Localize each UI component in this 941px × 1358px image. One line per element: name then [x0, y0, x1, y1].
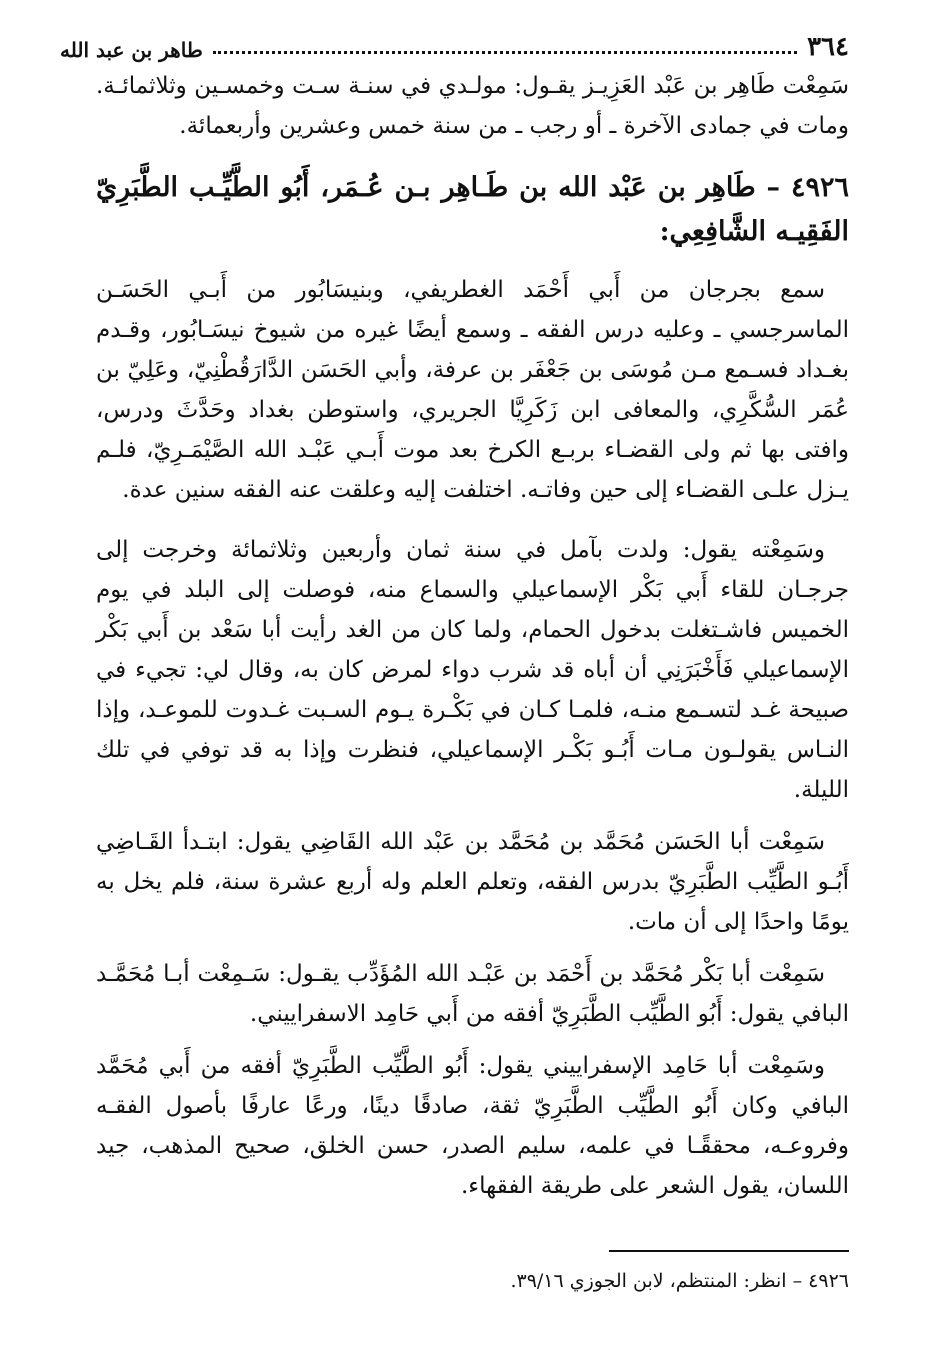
- header-dot-leader: [213, 51, 797, 54]
- running-header: [60, 22, 849, 62]
- page-number: ٣٦٤: [807, 32, 849, 62]
- footnote: ٤٩٢٦ – انظر: المنتظم، لابن الجوزي ٣٩/١٦.: [510, 1270, 849, 1292]
- paragraph-1: سمع بجرجان من أَبي أَحْمَد الغطريفي، وبنيسَابُور من أَبـي الحَسَـن الماسرجسي ـ وعليه درس الفقه ـ وسمع أيضًا غيره من شيوخ نيسَـابُور، وقـدم بغـداد فسـمع مـن مُوسَى بن جَعْفَر بن عرفة، وأبي الحَسَن الدَّارَقُطْنِيّ، وعَلِيّ بن عُمَر السُّكَّرِي، والمعافى ابن زَكَرِيَّا الجريري، واستوطن بغداد وحَدَّثَ ودرس، وافتى بها ثم ولى القضـاء بربـع الكرخ بعد موت أَبـي عَبْـد الله الصَّيْمَـرِيّ، فلـم يـزل علـى القضـاء إلى حين وفاتـه. اختلفت إليه وعلقت عنه الفقه سنين عدة.: [96, 277, 849, 503]
- paragraph-2: وسَمِعْته يقول: ولدت بآمل في سنة ثمان وأربعين وثلاثمائة وخرجت إلى جرجـان للقاء أَبي بَكْر الإسماعيلي والسماع منه، فوصلت إلى البلد في يوم الخميس فاشـتغلت بدخول الحمام، ولما كان من الغد رأيت أبا سَعْد بن أَبي بَكْر الإسماعيلي فَأَخْبَرَنِي أن أباه قد شرب دواء لمرض كان به، وقال لي: تجيء في صبيحة غـد لتسـمع منـه، فلمـا كـان في بَكْـرة يـوم السـبت غـدوت للموعـد، وإذا النـاس يقولـون مـات أَبُـو بَكْـر الإسماعيلي، فنظرت وإذا به قد توفي في تلك الليلة.: [96, 537, 849, 803]
- paragraph-4: سَمِعْت أبا بَكْر مُحَمَّد بن أَحْمَد بن عَبْـد الله المُؤَدِّب يقـول: سَـمِعْت أبـا مُحَمَّـد البافي يقول: أَبُو الطَّيِّب الطَّبَرِيّ أفقه من أَبي حَامِد الاسفراييني.: [96, 961, 849, 1027]
- opening-paragraph: سَمِعْت طَاهِر بن عَبْد العَزِيـز يقـول: مولـدي في سنـة سـت وخمسـين وثلاثمائـة. ومات في جمادى الآخرة ـ أو رجب ـ من سنة خمس وعشرين وأربعمائة.: [96, 73, 849, 139]
- running-title: طاهر بن عبد الله: [60, 38, 203, 62]
- entry-heading: ٤٩٢٦ – طَاهِر بن عَبْد الله بن طَـاهِر بـن عُـمَر، أَبُو الطَّيِّـب الطَّبَرِيّ الفَقِيـه الشَّافِعِي:: [96, 172, 849, 247]
- paragraph-5: وسَمِعْت أبا حَامِد الإسفراييني يقول: أَبُو الطَّيِّب الطَّبَرِيّ أفقه من أَبي مُحَمَّد البافي وكان أَبُو الطَّيِّب الطَّبَرِيّ ثقة، صادقًا دينًا، ورعًا عارفًا بأصول الفقـه وفروعـه، محققًـا في علمه، سليم الصدر، حسن الخلق، صحيح المذهب، جيد اللسان، يقول الشعر على طريقة الفقهاء.: [96, 1053, 849, 1199]
- footnote-divider: [609, 1250, 849, 1252]
- paragraph-3: سَمِعْت أبا الحَسَن مُحَمَّد بن مُحَمَّد بن عَبْد الله القَاضِي يقول: ابتـدأ القَـاضِي أَبُـو الطَّيِّب الطَّبَرِيّ بدرس الفقه، وتعلم العلم وله أربع عشرة سنة، فلم يخل به يومًا واحدًا إلى أن مات.: [96, 829, 849, 935]
- page-body: [96, 66, 849, 1218]
